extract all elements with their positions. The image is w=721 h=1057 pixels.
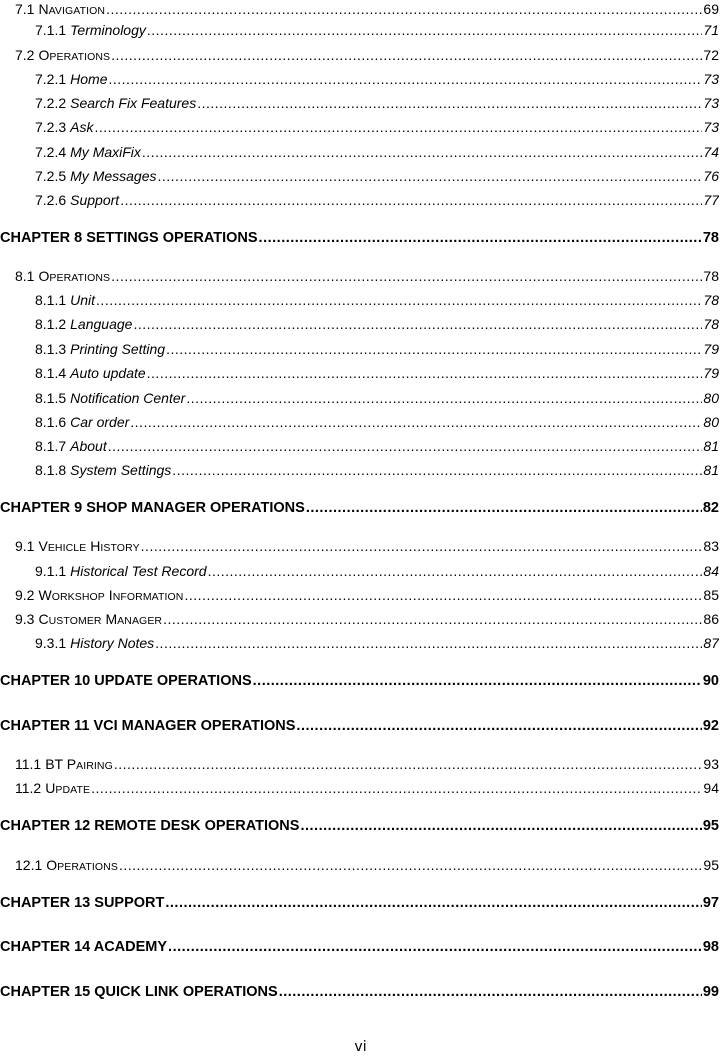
section-title: Printing Setting (70, 341, 166, 357)
section-title: Car order (70, 414, 130, 430)
section-title: Search Fix Features (70, 95, 197, 111)
section-number: 7.2.5 (35, 168, 67, 184)
section-number: 8.1 (15, 268, 35, 284)
section-number: 9.2 (15, 587, 35, 603)
toc-entry-11-2[interactable] (0, 779, 719, 799)
section-number: 7.2.4 (35, 144, 67, 160)
dot-leader (109, 70, 703, 88)
section-number: 8.1.6 (35, 414, 67, 430)
dot-leader (155, 634, 702, 652)
section-title: History Notes (70, 635, 155, 651)
section-number: 9.1 (15, 538, 35, 554)
page-number: 95 (702, 818, 719, 834)
toc-entry-8-1-1[interactable] (0, 291, 719, 309)
page-number: 83 (703, 538, 719, 554)
toc-entry-8-1-4[interactable] (0, 364, 719, 382)
toc-entry-7-2-6[interactable] (0, 191, 719, 209)
toc-entry-9-3[interactable] (0, 610, 719, 630)
section-number: 7.2.6 (35, 192, 67, 208)
page-number: 73 (703, 71, 719, 87)
page-number: 78 (703, 316, 719, 332)
page-number: 84 (703, 563, 719, 579)
page-number: 87 (703, 635, 719, 651)
dot-leader (165, 894, 701, 912)
section-number: 7.1 (15, 1, 35, 17)
section-number: 7.2.1 (35, 71, 67, 87)
page-number: 80 (703, 390, 719, 406)
section-title: Language (70, 316, 133, 332)
page-number: 79 (703, 341, 719, 357)
section-title: VEHICLE HISTORY (38, 538, 140, 554)
toc-entry-9-2[interactable] (0, 586, 719, 606)
section-title: Terminology (70, 22, 146, 38)
toc-entry-9-3-1[interactable] (0, 634, 719, 652)
toc-chapter-8[interactable] (0, 229, 719, 247)
dot-leader (94, 118, 702, 136)
section-number: 8.1.2 (35, 316, 67, 332)
section-title: Unit (70, 292, 96, 308)
dot-leader (114, 755, 703, 773)
toc-chapter-9[interactable] (0, 499, 719, 517)
dot-leader (111, 267, 702, 285)
section-title: Support (70, 192, 120, 208)
toc-entry-8-1-2[interactable] (0, 315, 719, 333)
section-title: About (70, 438, 107, 454)
dot-leader (197, 94, 702, 112)
section-number: 11.1 (15, 756, 42, 772)
toc-entry-8-1[interactable] (0, 267, 719, 287)
section-title: CUSTOMER MANAGER (38, 611, 163, 627)
toc-entry-7-2[interactable] (0, 46, 719, 66)
toc-entry-8-1-7[interactable] (0, 437, 719, 455)
dot-leader (166, 340, 702, 358)
toc-entry-12-1[interactable] (0, 856, 719, 876)
dot-leader (186, 389, 702, 407)
toc-entry-8-1-3[interactable] (0, 340, 719, 358)
section-title: OPERATIONS (46, 857, 118, 873)
chapter-title: CHAPTER 12 REMOTE DESK OPERATIONS (0, 818, 300, 834)
toc-entry-7-2-5[interactable] (0, 167, 719, 185)
section-number: 8.1.3 (35, 341, 67, 357)
section-number: 8.1.5 (35, 390, 67, 406)
toc-entry-7-2-4[interactable] (0, 143, 719, 161)
dot-leader (130, 413, 702, 431)
toc-entry-7-2-3[interactable] (0, 118, 719, 136)
dot-leader (208, 562, 703, 580)
dot-leader (96, 291, 702, 309)
toc-entry-7-2-1[interactable] (0, 70, 719, 88)
dot-leader (296, 717, 701, 735)
page-number: 78 (703, 292, 719, 308)
section-title: UPDATE (45, 780, 91, 796)
chapter-title: CHAPTER 13 SUPPORT (0, 895, 165, 911)
toc-chapter-10[interactable] (0, 672, 719, 690)
toc-entry-8-1-8[interactable] (0, 461, 719, 479)
dot-leader (111, 46, 702, 64)
toc-chapter-11[interactable] (0, 717, 719, 735)
section-number: 8.1.1 (35, 292, 67, 308)
dot-leader (133, 315, 702, 333)
section-title: Historical Test Record (70, 563, 207, 579)
page-number: 78 (703, 268, 719, 284)
page-number: 85 (703, 587, 719, 603)
chapter-title: CHAPTER 8 SETTINGS OPERATIONS (0, 230, 258, 246)
page-number: 69 (703, 1, 719, 17)
section-number: 9.1.1 (35, 563, 67, 579)
section-number: 8.1.4 (35, 365, 67, 381)
section-title: NAVIGATION (38, 1, 106, 17)
section-number: 12.1 (15, 857, 43, 873)
chapter-title: CHAPTER 9 SHOP MANAGER OPERATIONS (0, 500, 305, 516)
dot-leader (147, 364, 703, 382)
page-number: 81 (703, 438, 719, 454)
dot-leader (185, 586, 703, 604)
section-title: My Messages (70, 168, 157, 184)
toc-entry-8-1-6[interactable] (0, 413, 719, 431)
dot-leader (158, 167, 703, 185)
page-number: 82 (702, 500, 719, 516)
toc-entry-11-1[interactable] (0, 755, 719, 775)
section-number: 7.1.1 (35, 22, 67, 38)
dot-leader (300, 817, 701, 835)
page-number: 86 (703, 611, 719, 627)
dot-leader (163, 610, 702, 628)
dot-leader (172, 461, 702, 479)
chapter-title: CHAPTER 10 UPDATE OPERATIONS (0, 673, 252, 689)
section-number: 7.2.3 (35, 119, 67, 135)
dot-leader (119, 856, 702, 874)
dot-leader (306, 499, 702, 517)
dot-leader (141, 537, 703, 555)
page-number: 80 (703, 414, 719, 430)
page-number: 98 (702, 939, 719, 955)
page-number: 93 (703, 756, 719, 772)
section-number: 7.2.2 (35, 95, 67, 111)
section-number: 7.2 (15, 47, 35, 63)
toc-chapter-14[interactable] (0, 938, 719, 956)
page-number: 81 (703, 462, 719, 478)
chapter-title: CHAPTER 15 QUICK LINK OPERATIONS (0, 984, 278, 1000)
page-number: 71 (703, 22, 719, 38)
page-number: 73 (703, 119, 719, 135)
toc-entry-8-1-5[interactable] (0, 389, 719, 407)
toc-entry-7-1-1[interactable] (0, 21, 719, 39)
page-number: 78 (702, 230, 719, 246)
section-title: OPERATIONS (38, 47, 111, 63)
page-number: 94 (703, 780, 719, 796)
page-number: 77 (703, 192, 719, 208)
dot-leader (259, 229, 702, 247)
section-number: 9.3.1 (35, 635, 67, 651)
section-number: 8.1.8 (35, 462, 67, 478)
section-title: BT PAIRING (45, 756, 113, 772)
page-footer-number: vi (354, 1039, 367, 1055)
dot-leader (106, 0, 702, 18)
page-number: 99 (702, 984, 719, 1000)
toc-chapter-15[interactable] (0, 983, 719, 1001)
toc-entry-7-1[interactable] (0, 0, 719, 20)
section-number: 9.3 (15, 611, 35, 627)
chapter-title: CHAPTER 11 VCI MANAGER OPERATIONS (0, 718, 296, 734)
section-title: Home (70, 71, 108, 87)
section-title: Ask (70, 119, 94, 135)
toc-entry-9-1-1[interactable] (0, 562, 719, 580)
toc-chapter-12[interactable] (0, 817, 719, 835)
page-number: 79 (703, 365, 719, 381)
section-title: WORKSHOP INFORMATION (38, 587, 184, 603)
section-title: OPERATIONS (38, 268, 111, 284)
page-number: 73 (703, 95, 719, 111)
page-number: 97 (702, 895, 719, 911)
section-title: My MaxiFix (70, 144, 141, 160)
toc-entry-9-1[interactable] (0, 537, 719, 557)
dot-leader (279, 983, 702, 1001)
page-number: 90 (702, 673, 719, 689)
toc-chapter-13[interactable] (0, 894, 719, 912)
dot-leader (108, 437, 703, 455)
dot-leader (91, 779, 702, 797)
page-number: 76 (703, 168, 719, 184)
page-number: 95 (703, 857, 719, 873)
dot-leader (147, 21, 703, 39)
section-title: System Settings (70, 462, 172, 478)
dot-leader (142, 143, 703, 161)
dot-leader (253, 672, 702, 690)
section-number: 11.2 (15, 780, 42, 796)
section-title: Notification Center (70, 390, 186, 406)
page-number: 72 (703, 47, 719, 63)
chapter-title: CHAPTER 14 ACADEMY (0, 939, 168, 955)
section-title: Auto update (70, 365, 146, 381)
page-number: 92 (702, 718, 719, 734)
dot-leader (168, 938, 702, 956)
page-number: 74 (703, 144, 719, 160)
toc-entry-7-2-2[interactable] (0, 94, 719, 112)
dot-leader (120, 191, 702, 209)
section-number: 8.1.7 (35, 438, 67, 454)
